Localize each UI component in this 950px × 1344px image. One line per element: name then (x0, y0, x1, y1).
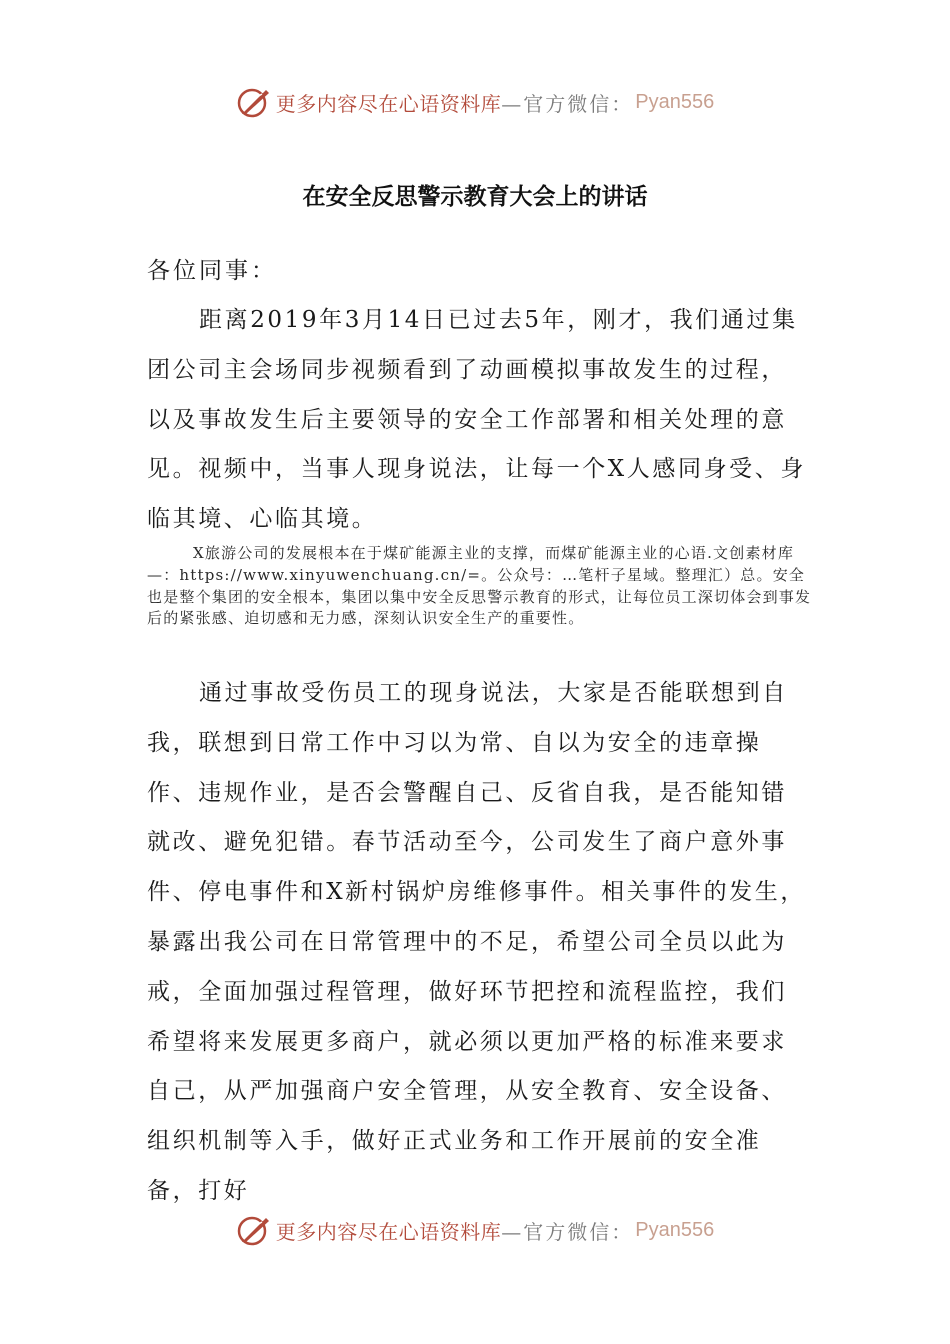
paragraph-1: 距离2019年3月14日已过去5年，刚才，我们通过集团公司主会场同步视频看到了动画模拟事故发生的过程，以及事故发生后主要领导的安全工作部署和相关处理的意见。视频中，当事人现身说法，让每一个X人感同身受、身临其境、心临其境。 (147, 307, 806, 533)
banner-wechat-handle: Pyan556 (635, 1218, 715, 1241)
greeting: 各位同事： (147, 258, 277, 284)
header-banner (0, 80, 950, 124)
paragraph-2-small: X旅游公司的发展根本在于煤矿能源主业的支撑，而煤矿能源主业的心语.文创素材库—：https://www.xinyuwenchuang.cn/=。公众号：…笔杆子星域。整理汇）总。安全也是整个集团的安全根本，集团以集中安全反思警示教育的形式，让每位员工深切体会到事发后的紧张感、迫切感和无力感，深刻认识安全生产的重要性。 (147, 544, 812, 628)
paragraph-3: 通过事故受伤员工的现身说法，大家是否能联想到自我，联想到日常工作中习以为常、自以为安全的违章操作、违规作业，是否会警醒自己、反省自我，是否能知错就改、避免犯错。春节活动至今，公司发生了商户意外事件、停电事件和X新村锅炉房维修事件。相关事件的发生，暴露出我公司在日常管理中的不足，希望公司全员以此为戒，全面加强过程管理，做好环节把控和流程监控，我们希望将来发展更多商户，就必须以更加严格的标准来要求自己，从严加强商户安全管理，从安全教育、安全设备、组织机制等入手，做好正式业务和工作开展前的安全准备，打好 (147, 680, 806, 1204)
banner-wechat-handle: Pyan556 (635, 90, 715, 113)
footer-banner (0, 1208, 950, 1252)
banner-slogan: 更多内容尽在心语资料库 (275, 91, 502, 116)
quill-logo-icon (236, 84, 272, 120)
document-title: 在安全反思警示教育大会上的讲话 (302, 184, 648, 210)
quill-logo-icon (236, 1212, 272, 1248)
banner-slogan: 更多内容尽在心语资料库 (275, 1219, 502, 1244)
banner-wechat-label: —官方微信： (501, 1219, 634, 1244)
banner-wechat-label: —官方微信： (501, 91, 634, 116)
